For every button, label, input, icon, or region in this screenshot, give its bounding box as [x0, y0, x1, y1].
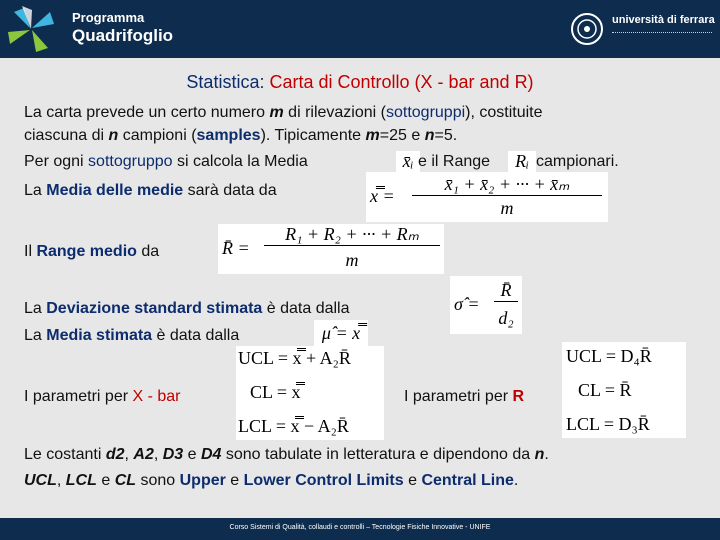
formula-r-cl: CL = R̄ — [578, 380, 632, 400]
term-lower-control-limits: Lower Control Limits — [243, 472, 404, 489]
term-ucl: UCL — [24, 472, 57, 489]
formula-denominator: m — [500, 198, 514, 218]
formula-numerator: R̄ — [494, 280, 518, 302]
term-r: R — [512, 388, 525, 405]
formula-mean-range — [218, 224, 444, 274]
const-d2: d2 — [105, 446, 125, 463]
var-m: m — [365, 127, 380, 144]
formula-grand-mean — [366, 172, 608, 222]
text: campionari. — [536, 153, 619, 170]
text: La carta prevede un certo numero — [24, 104, 270, 121]
formula-lhs: σ̂ = — [454, 294, 480, 314]
text: è data dalla — [262, 300, 350, 317]
term-x-bar: X - bar — [132, 388, 181, 405]
text: e il Range — [418, 153, 491, 170]
term-lcl: LCL — [65, 472, 97, 489]
formula-r-lcl: LCL = D₃R̄ — [566, 414, 650, 434]
formula-xbar-ucl: UCL = x̿ + A₂R̄ — [238, 348, 351, 368]
formula-denominator: d₂ — [498, 308, 514, 328]
program-line1: Programma — [72, 10, 145, 25]
term-sottogruppo: sottogruppo — [88, 153, 173, 170]
text: =5. — [434, 127, 458, 144]
formula-r-limits — [562, 342, 686, 438]
term-deviazione-standard: Deviazione standard stimata — [46, 300, 263, 317]
text: e — [183, 446, 201, 463]
formula-lhs: x̿ = — [370, 186, 395, 206]
paragraph-line3b — [418, 153, 490, 171]
text: ciascuna di — [24, 127, 109, 144]
text: , — [153, 446, 163, 463]
const-d3: D3 — [162, 446, 184, 463]
paragraph-line6 — [24, 300, 350, 318]
slide-title — [0, 72, 720, 93]
formula-denominator: m — [345, 250, 359, 270]
formula-r-ucl: UCL = D₄R̄ — [566, 346, 652, 366]
text: e — [403, 472, 422, 489]
paragraph-line11 — [24, 472, 518, 490]
formula-xbar-lcl: LCL = x̿ − A₂R̄ — [238, 416, 349, 436]
paragraph-line2 — [24, 127, 457, 145]
formula-xi: x̄ᵢ — [396, 151, 420, 173]
paragraph-line5 — [24, 243, 159, 261]
term-upper: Upper — [179, 472, 226, 489]
text: ), costituite — [465, 104, 543, 121]
const-d4: D4 — [200, 446, 222, 463]
title-part2: Carta di Controllo (X - bar and R) — [269, 72, 534, 92]
paragraph-line10 — [24, 446, 549, 464]
term-media-stimata: Media stimata — [46, 327, 153, 344]
university-subline — [612, 32, 712, 37]
var-n: n — [534, 446, 545, 463]
term-samples: samples — [196, 127, 261, 144]
text: Il — [24, 243, 37, 260]
text: =25 e — [379, 127, 425, 144]
formula-ri: Rᵢ — [508, 151, 536, 175]
formula-mu: μ̂ = x̿ — [314, 320, 368, 346]
text: sono tabulate in letteratura e dipendono da — [221, 446, 535, 463]
paragraph-line1 — [24, 104, 543, 122]
text: sono — [136, 472, 180, 489]
text: di rilevazioni ( — [283, 104, 386, 121]
formula-numerator: R₁ + R₂ + ··· + Rₘ — [264, 224, 440, 246]
text: ). Tipicamente — [260, 127, 366, 144]
header-bar — [0, 0, 720, 58]
text: e — [225, 472, 244, 489]
text: sarà data da — [183, 182, 277, 199]
university-name: università di ferrara — [612, 14, 715, 26]
text: , — [124, 446, 134, 463]
text: si calcola la Media — [172, 153, 308, 170]
var-n: n — [424, 127, 435, 144]
text: da — [136, 243, 160, 260]
program-line2: Quadrifoglio — [72, 26, 174, 45]
text: La — [24, 327, 47, 344]
text: Le costanti — [24, 446, 106, 463]
footer-bar — [0, 518, 720, 540]
paragraph-line9 — [404, 388, 524, 406]
program-title — [72, 9, 173, 45]
text: è data dalla — [152, 327, 240, 344]
text: I parametri per — [404, 388, 513, 405]
paragraph-line3 — [24, 153, 308, 171]
term-sottogruppi: sottogruppi — [385, 104, 466, 121]
formula-xbar-cl: CL = x̿ — [250, 382, 301, 402]
term-media-delle-medie: Media delle medie — [46, 182, 184, 199]
var-n: n — [108, 127, 119, 144]
paragraph-line4 — [24, 182, 277, 200]
text: , — [56, 472, 66, 489]
paragraph-line3c — [536, 153, 619, 171]
formula-numerator: x̄₁ + x̄₂ + ··· + x̄ₘ — [412, 174, 602, 196]
footer-text: Corso Sistemi di Qualità, collaudi e controlli – Tecnologie Fisiche Innovative - UNIFE — [229, 524, 491, 531]
formula-xbar-limits — [236, 346, 384, 440]
paragraph-line7 — [24, 327, 239, 345]
quadrifoglio-logo-icon — [4, 4, 58, 54]
term-cl: CL — [114, 472, 137, 489]
text: I parametri per — [24, 388, 133, 405]
text: e — [96, 472, 115, 489]
text: . — [544, 446, 549, 463]
term-central-line: Central Line — [421, 472, 514, 489]
university-seal-icon — [570, 12, 604, 46]
title-part1: Statistica: — [186, 72, 270, 92]
text: Per ogni — [24, 153, 89, 170]
formula-lhs: R̄ = — [222, 238, 250, 258]
text: campioni ( — [118, 127, 197, 144]
formula-sigma — [450, 276, 522, 334]
var-m: m — [269, 104, 284, 121]
const-a2: A2 — [133, 446, 154, 463]
text: La — [24, 300, 47, 317]
paragraph-line8 — [24, 388, 181, 406]
text: . — [513, 472, 519, 489]
text: La — [24, 182, 47, 199]
term-range-medio: Range medio — [36, 243, 137, 260]
